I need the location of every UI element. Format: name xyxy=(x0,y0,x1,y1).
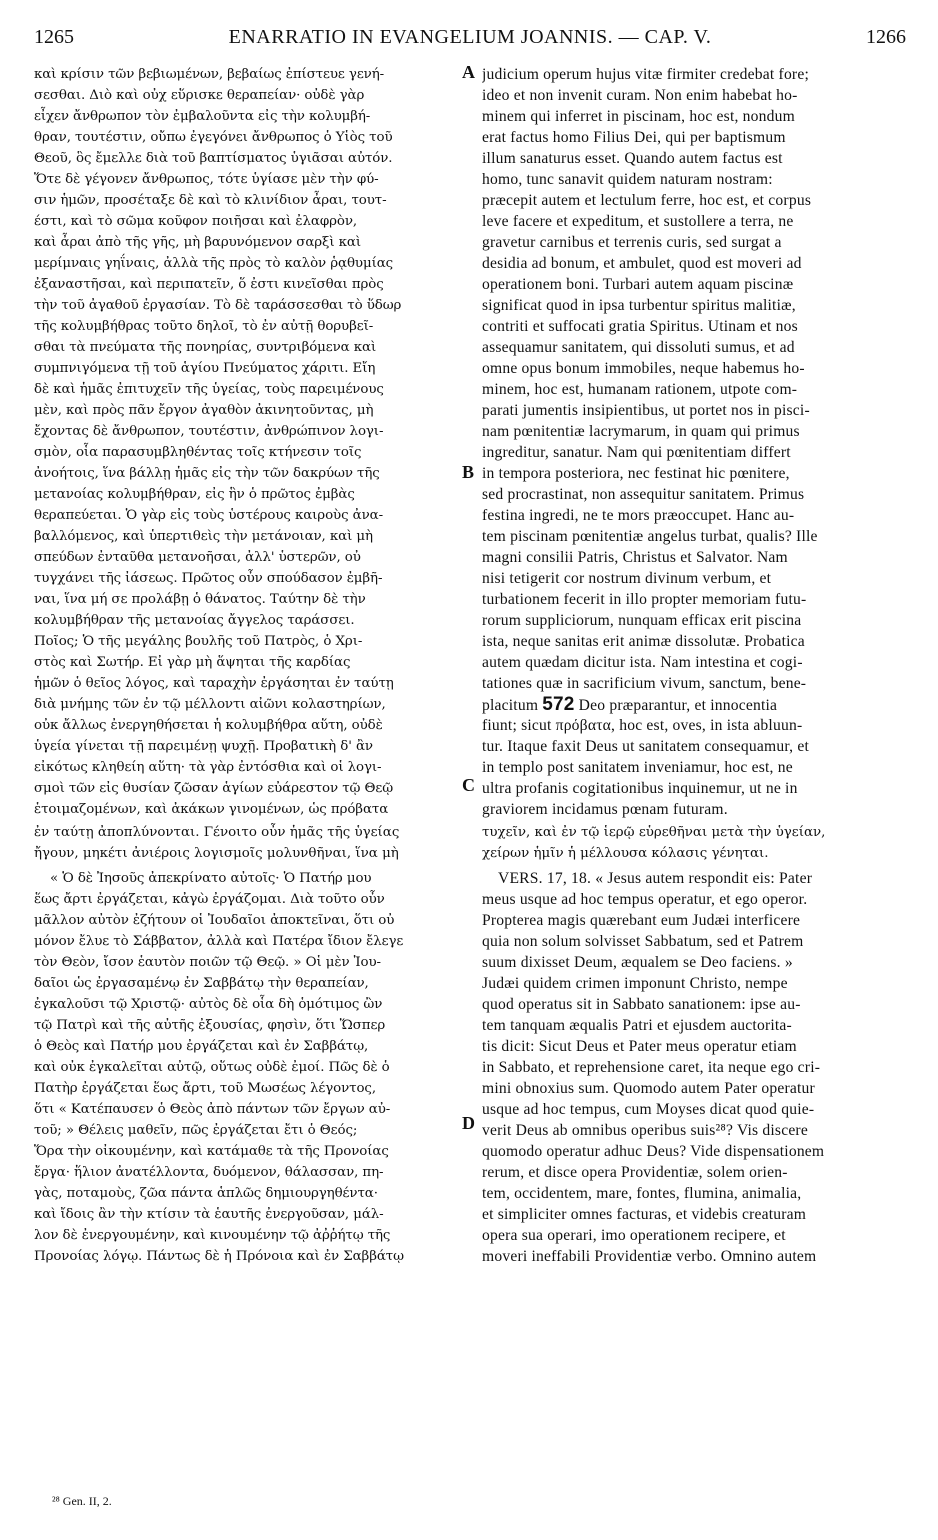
text-line: parati jumentis insipientibus, ut portet nos in pisci- xyxy=(482,402,810,419)
text-line: τὴν τοῦ ἀγαθοῦ ἐργασίαν. Τὸ δὲ ταράσσεσθαι τὸ ὕδωρ xyxy=(34,298,402,313)
text-line: minem qui inferret in piscinam, hoc est, nondum xyxy=(482,108,795,125)
text-line: tis dicit: Sicut Deus et Pater meus operatur etiam xyxy=(482,1038,797,1055)
text-line: ἕως ἄρτι ἐργάζεται, κἀγὼ ἐργάζομαι. Διὰ τοῦτο οὖν xyxy=(34,892,385,907)
text-line: magni consilii Patris, Christus et Salvator. Nam xyxy=(482,549,788,566)
text-line: ἡμῶν ὁ θεῖος λόγος, καὶ ταραχὴν ἐργάσηται ἐν ταύτῃ xyxy=(34,676,394,691)
margin-marker-d: D xyxy=(462,1113,475,1133)
text-line: συμπνιγόμενα τῇ τοῦ ἁγίου Πνεύματος χάριτι. Εἴη xyxy=(34,361,376,376)
text-line: fiunt; sicut πρόβατα, hoc est, oves, in ista abluun- xyxy=(482,717,803,734)
text-line: καὶ ἆραι ἀπὸ τῆς γῆς, μὴ βαρυνόμενον σαρξὶ καὶ xyxy=(34,235,361,250)
text-line: quia non solum solvisset Sabbatum, sed et Patrem xyxy=(482,933,804,950)
greek-column-top xyxy=(34,64,459,820)
greek-span: ἤγουν, μηκέτι ἀνιέροις λογισμοῖς μολυνθῆναι, ἵνα μὴ xyxy=(34,846,399,861)
page-header xyxy=(34,26,906,56)
text-line: καὶ κρίσιν τῶν βεβιωμένων, βεβαίως ἐπίστευε γενή- xyxy=(34,67,385,82)
text-line: τῆς κολυμβήθρας τοῦτο δηλοῖ, τὸ ἐν αὐτῇ θορυβεῖ- xyxy=(34,319,374,334)
text-line: contriti et suffocati gratia Spiritus. Utinam et nos xyxy=(482,318,798,335)
text-line: εἰκότως κληθείη αὕτη· τὰ γὰρ ἐντόσθια καὶ οἱ λογι- xyxy=(34,760,382,775)
text-line: moveri ineffabili Providentiæ verbo. Omnino autem xyxy=(482,1248,817,1265)
text-line: quomodo operatur adhuc Deus? Vide dispensationem xyxy=(482,1143,825,1160)
text-line: μόνον ἔλυε τὸ Σάββατον, ἀλλὰ καὶ Πατέρα ἴδιον ἔλεγε xyxy=(34,934,404,949)
text-span: placitum xyxy=(482,697,543,714)
text-line: ideo et non invenit curam. Non enim habebat ho- xyxy=(482,87,798,104)
text-line: turbationem fecerit in illo propter memoriam futu- xyxy=(482,591,807,608)
text-line: tur. Itaque faxit Deus ut sanitatem consequamur, et xyxy=(482,738,809,755)
text-line: Ὅτε δὲ γέγονεν ἄνθρωπος, τότε ὑγίασε μὲν τὴν φύ- xyxy=(34,172,379,187)
text-line: erat factus homo Filius Dei, qui per baptismum xyxy=(482,129,786,146)
latin-column-top xyxy=(482,64,902,820)
text-line: graviorem incidamus pœnam futuram. xyxy=(482,801,728,818)
text-line: leve facere et expeditum, et sustollere a terra, ne xyxy=(482,213,794,230)
footnote: ²⁸ Gen. II, 2. xyxy=(52,1494,112,1508)
text-line: Προνοίας λόγῳ. Πάντως δὲ ἡ Πρόνοια καὶ ἐν Σαββάτῳ xyxy=(34,1249,404,1264)
full-width-line xyxy=(34,822,906,843)
text-line: nam pœnitentiæ lacrymarum, in quam qui primus xyxy=(482,423,800,440)
text-line: βαλλόμενος, καὶ ὑπερτιθεὶς τὴν μετάνοιαν, καὶ μὴ xyxy=(34,529,373,544)
text-line: tem, occidentem, mare, fontes, flumina, animalia, xyxy=(482,1185,802,1202)
text-line: ἔχοντας δὲ ἄνθρωπον, τουτέστιν, ἀνθρώπινον λογι- xyxy=(34,424,384,439)
text-line: ista, neque sanitas erit animæ dissolutæ. Probatica xyxy=(482,633,805,650)
text-line: δὲ καὶ ἡμᾶς ἐπιτυχεῖν τῆς ὑγείας, τοὺς παρειμένους xyxy=(34,382,384,397)
text-line: Πατὴρ ἐργάζεται ἕως ἄρτι, τοῦ Μωσέως λέγοντος, xyxy=(34,1081,376,1096)
text-line: judicium operum hujus vitæ firmiter credebat fore; xyxy=(482,66,809,83)
text-line: καὶ οὐκ ἐγκαλεῖται αὐτῷ, οὕτως οὐδὲ ἐμοί. Πῶς δὲ ὁ xyxy=(34,1060,390,1075)
text-line: μετανοίας κολυμβήθραν, εἰς ἣν ὁ πρῶτος ἐμβὰς xyxy=(34,487,355,502)
latin-column-bottom xyxy=(482,868,902,1267)
text-line: præcepit autem et lectulum ferre, hoc est, et corpus xyxy=(482,192,812,209)
text-line: έστι, καὶ τὸ σῶμα κοῦφον ποιῆσαι καὶ ἐλαφρὸν, xyxy=(34,214,358,229)
text-line: σθαι τὰ πνεύματα τῆς πονηρίας, συντριβόμενα καὶ xyxy=(34,340,377,355)
text-line: in Sabbato, et reprehensione caret, ita neque ego cri- xyxy=(482,1059,821,1076)
text-line: gravetur carnibus et terrenis curis, sed surgat a xyxy=(482,234,782,251)
text-line: et simpliciter omnes facturas, et videbis creaturam xyxy=(482,1206,807,1223)
text-line: meus usque ad hoc tempus operatur, et ego operor. xyxy=(482,891,808,908)
text-line: ἐγκαλοῦσι τῷ Χριστῷ· αὐτὸς δὲ οἷα δὴ ὁμότιμος ὢν xyxy=(34,997,383,1012)
running-title: ENARRATIO IN EVANGELIUM JOANNIS. — CAP. V. xyxy=(228,26,712,48)
text-line: quod operatus sit in Sabbato sanationem: ipse au- xyxy=(482,996,801,1013)
text-line: nisi tetigerit cor nostrum divinum verbum, et xyxy=(482,570,772,587)
text-line: Θεοῦ, ὃς ἔμελλε διὰ τοῦ βαπτίσματος ὑγιᾶσαι αὐτόν. xyxy=(34,151,393,166)
text-line: Judæi quidem crimen imponunt Christo, nempe xyxy=(482,975,788,992)
text-line: minem, hoc est, humanam rationem, utpote com- xyxy=(482,381,798,398)
text-line: σμὸν, οἷα παρασυμβληθέντας τοῖς κτήνεσιν τοῖς xyxy=(34,445,362,460)
text-line: significat quod in ipsa turbentur spiritus malitiæ, xyxy=(482,297,796,314)
text-line: καὶ ἴδοις ἂν τὴν κτίσιν τὰ ἑαυτῆς ἐνεργοῦσαν, μάλ- xyxy=(34,1207,384,1222)
page-number-left: 1265 xyxy=(34,26,74,48)
text-line: τυγχάνει τῆς ἰάσεως. Πρῶτος οὖν σπούδασον ἐμβῆ- xyxy=(34,571,383,586)
text-line: ἐξαναστῆσαι, καὶ περιπατεῖν, ὅ ἐστι κινεῖσθαι πρὸς xyxy=(34,277,384,292)
text-line: Propterea magis quærebant eum Judæi interficere xyxy=(482,912,801,929)
text-line: Ποῖος; Ὁ τῆς μεγάλης βουλῆς τοῦ Πατρὸς, ὁ Χρι- xyxy=(34,634,363,649)
text-line: σπεύδων ἐνταῦθα μετανοῆσαι, ἀλλ' ὑστερῶν, οὐ xyxy=(34,550,361,565)
margin-marker-c: C xyxy=(462,775,475,795)
text-line: στὸς καὶ Σωτήρ. Εἰ γὰρ μὴ ἅψηται τῆς καρδίας xyxy=(34,655,351,670)
margin-marker-b: B xyxy=(462,462,475,482)
text-line: omne opus bonum immobiles, neque habemus ho- xyxy=(482,360,805,377)
text-line: τὸν Θεὸν, ἴσον ἑαυτὸν ποιῶν τῷ Θεῷ. » Οἱ μὲν Ἰου- xyxy=(34,955,381,970)
text-line: assequamur sanitatem, qui dissoluti sumus, et ad xyxy=(482,339,795,356)
text-line: suum dixisset Deum, æqualem se Deo faciens. » xyxy=(482,954,793,971)
text-line: rerum, et disce opera Providentiæ, solem orien- xyxy=(482,1164,788,1181)
greek-span-continued: χείρων ἡμῖν ἡ μέλλουσα κόλασις γένηται. xyxy=(482,846,769,861)
text-line: σμοὶ τῶν εἰς θυσίαν ζῶσαν ἁγίων εὐάρεστον τῷ Θεῷ xyxy=(34,781,394,796)
text-line: εἶχεν ἄνθρωπον τὸν ἐμβαλοῦντα εἰς τὴν κολυμβή- xyxy=(34,109,371,124)
text-line-with-column-number xyxy=(482,694,902,715)
text-line: ultra profanis cogitationibus inquinemur, ut ne in xyxy=(482,780,798,797)
text-span: Deo præparantur, et innocentia xyxy=(574,697,778,714)
text-line: ὑγεία γίνεται τῇ παρειμένῃ ψυχῇ. Προβατικὴ δ' ἂν xyxy=(34,739,373,754)
text-line: μὲν, καὶ πρὸς πᾶν ἔργον ἀγαθὸν ἀκινητοῦντας, μὴ xyxy=(34,403,374,418)
text-line: τῷ Πατρὶ καὶ τῆς αὐτῆς ἐξουσίας, φησὶν, ὅτι Ὥσπερ xyxy=(34,1018,386,1033)
text-line: θεραπεύεται. Ὁ γὰρ εἰς τοὺς ὑστέρους καιροὺς ἀνα- xyxy=(34,508,383,523)
text-line: ἔργα· ἥλιον ἀνατέλλοντα, δυόμενον, θάλασσαν, πη- xyxy=(34,1165,384,1180)
text-line: διὰ μνήμης τῶν ἐν τῷ μέλλοντι αἰῶνι κολαστηρίων, xyxy=(34,697,386,712)
text-line: ἑτοιμαζομένων, καὶ ἀκάκων γινομένων, ὡς πρόβατα xyxy=(34,802,389,817)
greek-span-continued: τυχεῖν, καὶ ἐν τῷ ἱερῷ εὑρεθῆναι μετὰ τὴν ὑγείαν, xyxy=(482,825,826,840)
text-line: rorum suppliciorum, nunquam efficax erit piscina xyxy=(482,612,802,629)
text-line: σιν ἡμῶν, προσέταξε δὲ καὶ τὸ κλινίδιον ἆραι, τουτ- xyxy=(34,193,387,208)
text-line: festina ingredi, ne te mors præoccupet. Hanc au- xyxy=(482,507,795,524)
text-line: operationem boni. Turbari autem aquam piscinæ xyxy=(482,276,794,293)
margin-marker-a: A xyxy=(462,62,475,82)
text-line: sed procrastinat, non assequitur sanitatem. Primus xyxy=(482,486,805,503)
text-line: tem tanquam æqualis Patri et ejusdem auctorita- xyxy=(482,1017,792,1034)
text-line: opera sua operari, imo operationem recipere, et xyxy=(482,1227,786,1244)
text-line: μερίμναις γηΐναις, ἀλλὰ τῆς πρὸς τὸ καλὸν ῥᾳθυμίας xyxy=(34,256,394,271)
text-line: ὅτι « Κατέπαυσεν ὁ Θεὸς ἀπὸ πάντων τῶν ἔργων αὐ- xyxy=(34,1102,391,1117)
text-line: ναι, ἵνα μή σε προλάβῃ ὁ θάνατος. Ταύτην δὲ τὴν xyxy=(34,592,366,607)
text-line: Ὅρα τὴν οἰκουμένην, καὶ κατάμαθε τὰ τῆς Προνοίας xyxy=(34,1144,389,1159)
text-line: μᾶλλον αὐτὸν ἐζήτουν οἱ Ἰουδαῖοι ἀποκτεῖναι, ὅτι οὐ xyxy=(34,913,395,928)
greek-span: ἐν ταύτῃ ἀποπλύνονται. Γένοιτο οὖν ἡμᾶς τῆς ὑγείας xyxy=(34,825,400,840)
text-line: σεσθαι. Διὸ καὶ οὐχ εὕρισκε θεραπείαν· οὐδὲ γὰρ xyxy=(34,88,365,103)
text-line: tem piscinam pœnitentiæ angelus turbat, qualis? Ille xyxy=(482,528,818,545)
text-line: illum sanaturus esset. Quando autem factus est xyxy=(482,150,783,167)
text-line: mini obnoxius sum. Quomodo autem Pater operatur xyxy=(482,1080,815,1097)
text-line: « Ὁ δὲ Ἰησοῦς ἀπεκρίνατο αὐτοῖς· Ὁ Πατήρ μου xyxy=(50,871,372,886)
text-line: δαῖοι ὡς ἐργασαμένῳ ἐν Σαββάτῳ τὴν θεραπείαν, xyxy=(34,976,369,991)
text-line: οὐκ ἄλλως ἐνεργηθήσεται ἡ κολυμβήθρα αὕτη, οὐδὲ xyxy=(34,718,383,733)
text-line: ὁ Θεὸς καὶ Πατήρ μου ἐργάζεται καὶ ἐν Σαββάτῳ, xyxy=(34,1039,369,1054)
text-line: κολυμβήθραν τῆς μετανοίας ἄγγελος ταράσσει. xyxy=(34,613,355,628)
text-line: in templo post sanitatem inveniamur, hoc est, ne xyxy=(482,759,793,776)
text-line: desidia ad bonum, et ambulet, quod est moveri ad xyxy=(482,255,802,272)
greek-column-bottom xyxy=(34,868,459,1267)
text-line: λον δὲ ἐνεργουμένην, καὶ κινουμένην τῷ ἀῤῥήτῳ τῆς xyxy=(34,1228,391,1243)
text-line: homo, tunc sanavit quidem naturam nostram: xyxy=(482,171,773,188)
text-line: VERS. 17, 18. « Jesus autem respondit eis: Pater xyxy=(498,870,813,887)
text-line: in tempora posteriora, nec festinat hic pœnitere, xyxy=(482,465,790,482)
text-line: verit Deus ab omnibus operibus suis²⁸? Vis discere xyxy=(482,1122,808,1139)
page-number-right: 1266 xyxy=(866,26,906,48)
text-line: ἀνοήτοις, ἵνα βάλλῃ ἡμᾶς εἰς τὴν τῶν δακρύων τῆς xyxy=(34,466,380,481)
text-line: γὰς, ποταμοὺς, ζῶα πάντα ἁπλῶς δημιουργηθέντα· xyxy=(34,1186,378,1201)
full-width-line xyxy=(34,843,906,864)
text-line: τοῦ; » Θέλεις μαθεῖν, πῶς ἐργάζεται ἔτι ὁ Θεός; xyxy=(34,1123,358,1138)
text-line: usque ad hoc tempus, cum Moyses dicat quod quie- xyxy=(482,1101,815,1118)
text-line: ingreditur, sanatur. Nam qui pœnitentiam differt xyxy=(482,444,791,461)
text-line: tationes quæ in sacrificium vivum, sanctum, bene- xyxy=(482,675,807,692)
text-line: autem quædam dicitur ista. Nam intestina et cogi- xyxy=(482,654,803,671)
text-line: θραν, τουτέστιν, οὔπω ἐγεγόνει ἄνθρωπος ὁ Υἱὸς τοῦ xyxy=(34,130,393,145)
column-number: 572 xyxy=(542,694,575,715)
